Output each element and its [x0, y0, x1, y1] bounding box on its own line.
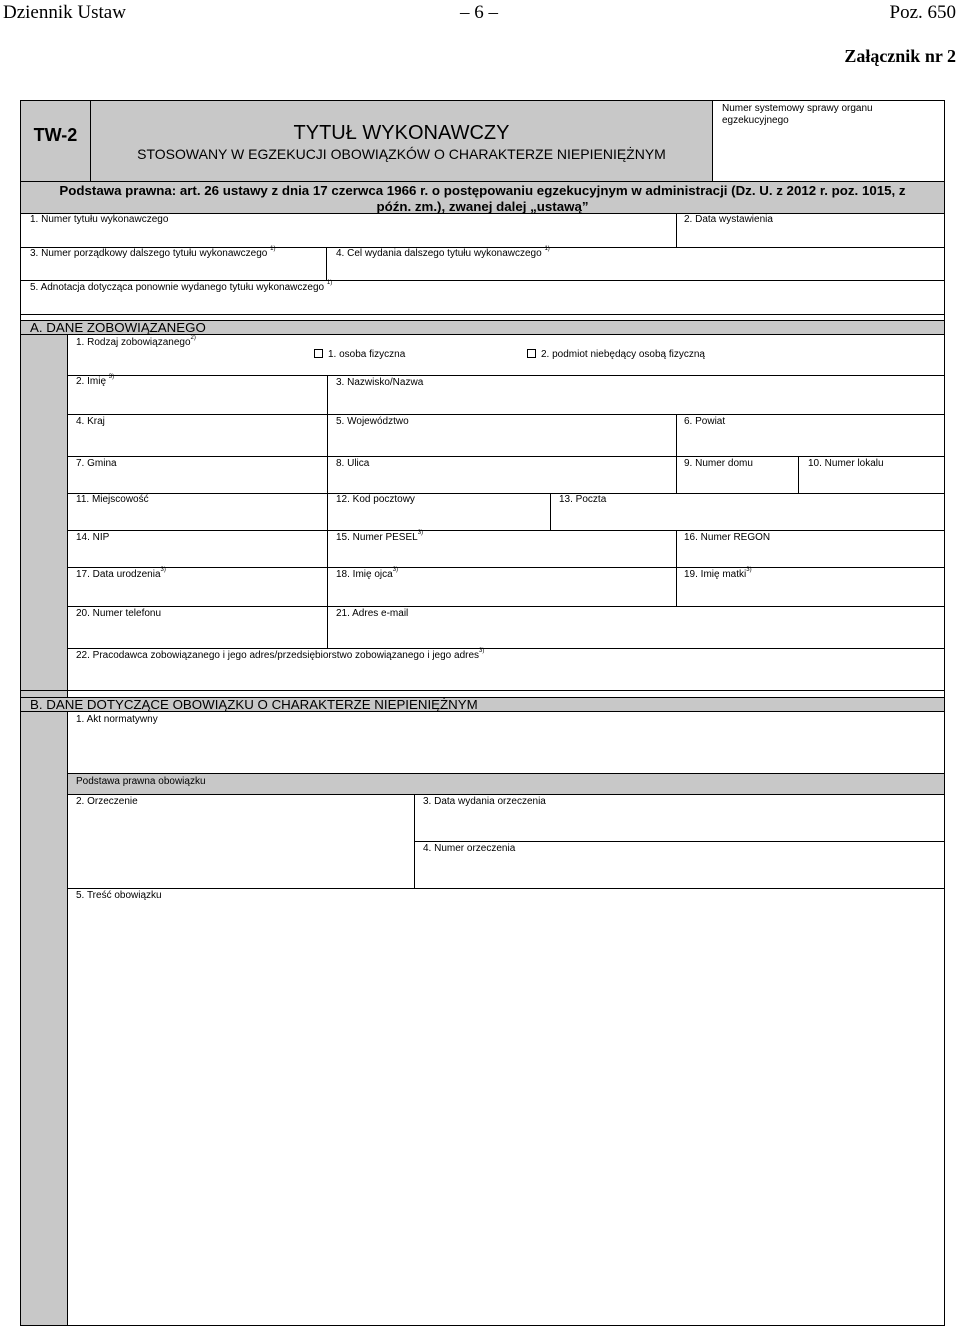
field-issue-date[interactable]: 2. Data wystawienia [684, 214, 773, 225]
position-number: Poz. 650 [889, 2, 956, 23]
form-code-cell [20, 100, 91, 182]
legal-basis-band [21, 182, 944, 214]
field-apartment-number[interactable]: 10. Numer lokalu [808, 458, 884, 469]
field-obligation-content[interactable]: 5. Treść obowiązku [76, 890, 162, 901]
field-obligor-type: 1. Rodzaj zobowiązanego$^{2)}$ [76, 335, 196, 348]
field-normative-act[interactable]: 1. Akt normatywny [76, 714, 158, 725]
field-decision-number[interactable]: 4. Numer orzeczenia [423, 843, 516, 854]
field-municipality[interactable]: 7. Gmina [76, 458, 117, 469]
section-b-title: B. DANE DOTYCZĄCE OBOWIĄZKU O CHARAKTERZE NIEPIENIĘŻNYM [30, 697, 478, 712]
field-nip[interactable]: 14. NIP [76, 532, 110, 543]
system-number-cell[interactable] [712, 100, 945, 182]
field-mother-name[interactable]: 19. Imię matki$^{3)}$ [684, 567, 752, 580]
option-natural-person[interactable]: 1. osoba fizyczna [314, 349, 405, 360]
field-post-office[interactable]: 13. Poczta [559, 494, 607, 505]
field-father-name[interactable]: 18. Imię ojca$^{3)}$ [336, 567, 399, 580]
section-b-header [21, 697, 944, 712]
field-purpose[interactable]: 4. Cel wydania dalszego tytułu wykonawczego $^{1)}$ [336, 246, 550, 259]
field-employer[interactable]: 22. Pracodawca zobowiązanego i jego adres/przedsiębiorstwo zobowiązanego i jego adres$^{3)}$ [76, 648, 485, 661]
field-first-name[interactable]: 2. Imię $^{3)}$ [76, 374, 115, 387]
form-title: TYTUŁ WYKONAWCZY [293, 122, 510, 144]
field-street[interactable]: 8. Ulica [336, 458, 370, 469]
field-decision-date[interactable]: 3. Data wydania orzeczenia [423, 796, 546, 807]
field-title-number[interactable]: 1. Numer tytułu wykonawczego [30, 214, 169, 225]
field-postal-code[interactable]: 12. Kod pocztowy [336, 494, 415, 505]
field-regon[interactable]: 16. Numer REGON [684, 532, 771, 543]
form-title-cell [90, 100, 713, 182]
left-margin-strip [21, 320, 67, 1325]
section-a-title: A. DANE ZOBOWIĄZANEGO [30, 320, 206, 335]
option-legal-entity[interactable]: 2. podmiot niebędący osobą fizyczną [527, 349, 705, 360]
annex-label: Załącznik nr 2 [844, 46, 956, 66]
field-sequence-number[interactable]: 3. Numer porządkowy dalszego tytułu wykonawczego $^{1)}$ [30, 246, 276, 259]
field-voivodeship[interactable]: 5. Województwo [336, 416, 409, 427]
form-subtitle: STOSOWANY W EGZEKUCJI OBOWIĄZKÓW O CHARAKTERZE NIEPIENIĘŻNYM [137, 146, 666, 162]
checkbox-natural-person[interactable] [314, 349, 323, 358]
form-code: TW-2 [33, 125, 78, 145]
field-house-number[interactable]: 9. Numer domu [684, 458, 753, 469]
form-frame [20, 181, 945, 1326]
field-county[interactable]: 6. Powiat [684, 416, 726, 427]
field-pesel[interactable]: 15. Numer PESEL$^{3)}$ [336, 530, 424, 543]
field-surname[interactable]: 3. Nazwisko/Nazwa [336, 377, 424, 388]
field-email[interactable]: 21. Adres e-mail [336, 608, 409, 619]
legal-basis-obligation-label: Podstawa prawna obowiązku [76, 776, 206, 787]
checkbox-legal-entity[interactable] [527, 349, 536, 358]
field-city[interactable]: 11. Miejscowość [76, 494, 149, 505]
journal-name: Dziennik Ustaw [3, 2, 126, 23]
field-phone[interactable]: 20. Numer telefonu [76, 608, 162, 619]
field-annotation[interactable]: 5. Adnotacja dotycząca ponownie wydanego tytułu wykonawczego $^{1)}$ [30, 280, 333, 293]
system-number-label: Numer systemowy sprawy organu egzekucyjnego [722, 103, 873, 126]
field-birth-date[interactable]: 17. Data urodzenia$^{3)}$ [76, 567, 166, 580]
section-a-header [21, 320, 944, 335]
legal-basis-line2: późn. zm.), zwanej dalej „ustawą” [376, 199, 589, 214]
legal-basis-line1: Podstawa prawna: art. 26 ustawy z dnia 17 czerwca 1966 r. o postępowaniu egzekucyjnym w administracji (Dz. U. z 2012 r. poz. 1015, z [59, 183, 906, 198]
page-number: – 6 – [460, 2, 498, 23]
field-country[interactable]: 4. Kraj [76, 416, 105, 427]
field-decision[interactable]: 2. Orzeczenie [76, 796, 138, 807]
